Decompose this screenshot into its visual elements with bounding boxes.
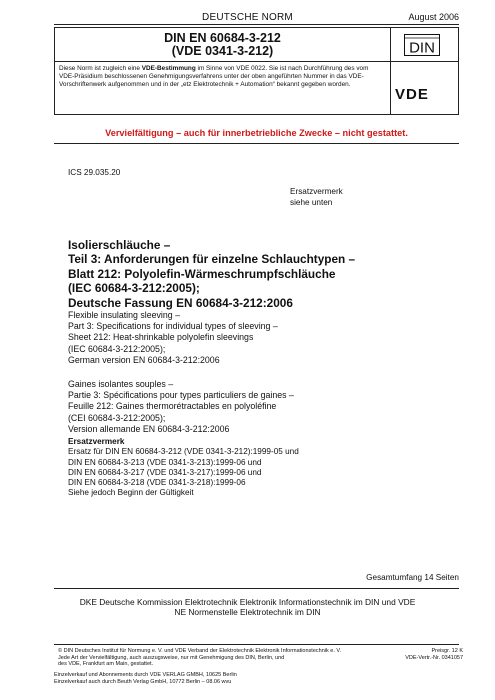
vde-note-bold: VDE-Bestimmung (141, 65, 196, 72)
replacement-note-line: DIN EN 60684-3-217 (VDE 0341-3-217):1999-06 und (68, 467, 262, 477)
standard-number-line2: (VDE 0341-3-212) (171, 44, 274, 58)
copyright-line: Jede Art der Vervielfältigung, auch auszugsweise, nur mit Genehmigung des DIN, Berlin, und (58, 654, 285, 661)
din-logo (404, 34, 440, 56)
title-french (68, 379, 448, 435)
ersatz-side-line2: siehe unten (290, 198, 333, 207)
dke-line: DKE Deutsche Kommission Elektrotechnik Elektronik Informationstechnik im DIN und VDE (79, 597, 416, 607)
title-english-line: Sheet 212: Heat-shrinkable polyolefin sleevings (68, 332, 254, 343)
vde-note-rest: im Sinne von VDE 0022. Sie ist nach Durchführung des vom VDE-Präsidium beschlossenen Genehmigungsverfahrens unter der oben angeführten Nummer in das VDE-Vorschriftenwerk aufgenommen und in der „etz Elektrotechnik + Automation“ bekannt gegeben worden. (59, 65, 369, 89)
replacement-note-heading: Ersatzvermerk (68, 437, 125, 446)
copyright-notice (58, 648, 388, 668)
title-box (54, 27, 459, 115)
title-english-line: German version EN 60684-3-212:2006 (68, 354, 220, 365)
header-rule (54, 24, 459, 25)
header-date: August 2006 (408, 12, 459, 22)
header-title: DEUTSCHE NORM (202, 12, 293, 23)
vde-logo: VDE (395, 86, 429, 103)
title-german-line: Isolierschläuche – (68, 238, 171, 252)
title-german-line: (IEC 60684-3-212:2005); (68, 281, 200, 296)
title-french-line: Gaines isolantes souples – (68, 379, 174, 389)
title-german-line: Deutsche Fassung EN 60684-3-212:2006 (68, 295, 293, 310)
pages-rule (54, 588, 459, 589)
sales-info (54, 672, 384, 685)
title-box-rule (55, 61, 458, 62)
dke-line: NE Normenstelle Elektrotechnik im DIN (174, 607, 321, 618)
price-group (405, 648, 463, 661)
vde-note (59, 65, 385, 89)
copy-warning: Vervielfältigung – auch für innerbetriebliche Zwecke – nicht gestattet. (105, 128, 408, 138)
ersatz-side-line1: Ersatzvermerk (290, 187, 343, 196)
copyright-line: des VDE, Frankfurt am Main, gestattet. (58, 661, 154, 667)
title-french-line: Partie 3: Spécifications pour types particuliers de gaines – (68, 390, 294, 401)
ics-code: ICS 29.035.20 (68, 168, 121, 177)
replacement-note-line: Siehe jedoch Beginn der Gültigkeit (68, 488, 194, 498)
price-line: VDE-Vertr.-Nr. 0341057 (405, 654, 463, 661)
standard-number (55, 32, 390, 58)
title-french-line: Feuille 212: Gaines thermorétractables en polyoléfine (68, 401, 277, 412)
replacement-note-line: DIN EN 60684-3-213 (VDE 0341-3-213):1999-06 und (68, 457, 262, 467)
replacement-note-line: DIN EN 60684-3-218 (VDE 0341-3-218):1999-06 (68, 478, 246, 488)
title-german-line: Blatt 212: Polyolefin-Wärmeschrumpfschläuche (68, 266, 336, 281)
title-english-line: Part 3: Specifications for individual types of sleeving – (68, 321, 278, 332)
warning-rule (54, 143, 459, 144)
title-box-divider (390, 28, 391, 114)
title-english-line: (IEC 60684-3-212:2005); (68, 343, 166, 354)
sales-line: Einzelverkauf und Abonnements durch VDE VERLAG GMBH, 10625 Berlin (54, 672, 237, 678)
total-pages: Gesamtumfang 14 Seiten (366, 573, 459, 582)
title-english-line: Flexible insulating sleeving – (68, 310, 180, 320)
title-german (68, 238, 448, 310)
din-logo-text: DIN (409, 39, 435, 56)
replacement-note (68, 437, 448, 499)
ersatz-side-note (290, 186, 343, 208)
title-english (68, 310, 448, 366)
footer-rule (54, 644, 459, 645)
dke-publisher (0, 597, 495, 618)
standard-number-line1: DIN EN 60684-3-212 (164, 31, 281, 45)
title-french-line: (CEI 60684-3-212:2005); (68, 412, 166, 423)
copyright-line: © DIN Deutsches Institut für Normung e. V. und VDE Verband der Elektrotechnik Elektronik Informationstechnik e. V. (58, 648, 342, 654)
title-german-line: Teil 3: Anforderungen für einzelne Schlauchtypen – (68, 252, 356, 267)
price-line: Preisgr. 12 K (431, 648, 463, 654)
replacement-note-line: Ersatz für DIN EN 60684-3-212 (VDE 0341-3-212):1999-05 und (68, 447, 299, 457)
title-french-line: Version allemande EN 60684-3-212:2006 (68, 423, 230, 434)
sales-line: Einzelverkauf auch durch Beuth Verlag GmbH, 10772 Berlin – 08.06 wvu (54, 678, 232, 685)
vde-note-prefix: Diese Norm ist zugleich eine (59, 65, 142, 72)
